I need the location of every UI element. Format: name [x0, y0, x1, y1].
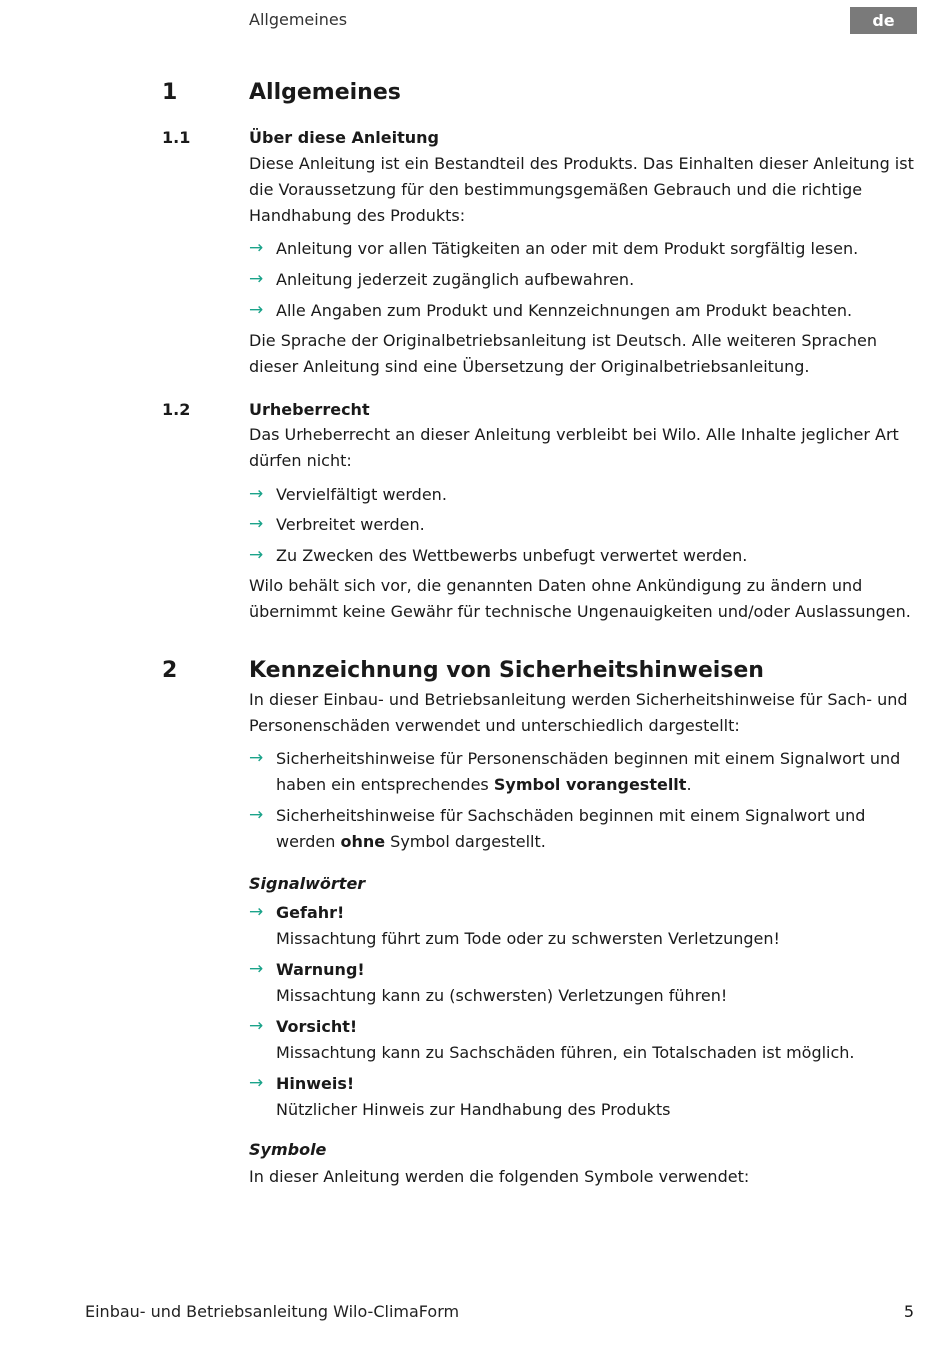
section-intro: Das Urheberrecht an dieser Anleitung verbleibt bei Wilo. Alle Inhalte jeglicher Art dürfen nicht:: [249, 425, 899, 470]
list-item: → Vorsicht! Missachtung kann zu Sachschäden führen, ein Totalschaden ist möglich.: [249, 1016, 855, 1062]
arrow-right-icon: →: [249, 902, 264, 922]
section-outro: Wilo behält sich vor, die genannten Daten ohne Ankündigung zu ändern und übernimmt keine Gewähr für technische Ungenauigkeiten und/oder Auslassungen.: [249, 576, 911, 621]
signal-words-heading: Signalwörter: [249, 874, 366, 893]
symbols-text: In dieser Anleitung werden die folgenden Symbole verwendet:: [249, 1167, 750, 1186]
section-title: Über diese Anleitung: [249, 128, 439, 147]
section-intro: Diese Anleitung ist ein Bestandteil des Produkts. Das Einhalten dieser Anleitung ist die Voraussetzung für den bestimmungsgemäßen Gebrauch und die richtige Handhabung des Produkts:: [249, 154, 914, 225]
arrow-right-icon: →: [249, 300, 264, 320]
arrow-right-icon: →: [249, 269, 264, 289]
arrow-right-icon: →: [249, 1073, 264, 1093]
bullet-list: [249, 236, 921, 324]
section-number: 1.2: [162, 400, 191, 419]
arrow-right-icon: →: [249, 545, 264, 565]
list-item: → Anleitung jederzeit zugänglich aufbewahren.: [249, 269, 635, 289]
list-item: → Alle Angaben zum Produkt und Kennzeichnungen am Produkt beachten.: [249, 300, 853, 320]
chapter-number: 2: [162, 658, 178, 683]
arrow-right-icon: →: [249, 748, 264, 768]
list-item: → Vervielfältigt werden.: [249, 484, 447, 504]
arrow-right-icon: →: [249, 238, 264, 258]
arrow-right-icon: →: [249, 484, 264, 504]
footer-title: Einbau- und Betriebsanleitung Wilo-ClimaForm: [85, 1302, 460, 1321]
symbols-heading: Symbole: [249, 1140, 327, 1159]
arrow-right-icon: →: [249, 959, 264, 979]
bullet-list: [249, 482, 921, 569]
page-number: 5: [903, 1302, 914, 1321]
list-item: → Anleitung vor allen Tätigkeiten an oder mit dem Produkt sorgfältig lesen.: [249, 238, 859, 258]
chapter-title: Allgemeines: [249, 80, 401, 105]
bullet-list: [249, 746, 921, 855]
section-number: 1.1: [162, 128, 191, 147]
list-item: → Sicherheitshinweise für Sachschäden beginnen mit einem Signalwort und werden ohne Symbol dargestellt.: [249, 805, 866, 851]
arrow-right-icon: →: [249, 1016, 264, 1036]
chapter-intro: In dieser Einbau- und Betriebsanleitung werden Sicherheitshinweise für Sach- und Personenschäden verwendet und unterschiedlich dargestellt:: [249, 690, 908, 735]
running-header-title: Allgemeines: [249, 10, 348, 29]
chapter-number: 1: [162, 80, 178, 105]
signal-words-list: [249, 900, 921, 1123]
list-item: → Verbreitet werden.: [249, 514, 425, 534]
chapter-title: Kennzeichnung von Sicherheitshinweisen: [249, 658, 764, 683]
list-item: → Zu Zwecken des Wettbewerbs unbefugt verwertet werden.: [249, 545, 748, 565]
arrow-right-icon: →: [249, 514, 264, 534]
list-item: → Hinweis! Nützlicher Hinweis zur Handhabung des Produkts: [249, 1073, 671, 1119]
language-tab: de: [850, 7, 917, 34]
list-item: → Warnung! Missachtung kann zu (schwersten) Verletzungen führen!: [249, 959, 728, 1005]
list-item: → Sicherheitshinweise für Personenschäden beginnen mit einem Signalwort und haben ein entsprechendes Symbol vorangestellt.: [249, 748, 901, 794]
list-item: → Gefahr! Missachtung führt zum Tode oder zu schwersten Verletzungen!: [249, 902, 780, 948]
section-title: Urheberrecht: [249, 400, 370, 419]
section-outro: Die Sprache der Originalbetriebsanleitung ist Deutsch. Alle weiteren Sprachen dieser Anleitung sind eine Übersetzung der Originalbetriebsanleitung.: [249, 331, 877, 376]
arrow-right-icon: →: [249, 805, 264, 825]
